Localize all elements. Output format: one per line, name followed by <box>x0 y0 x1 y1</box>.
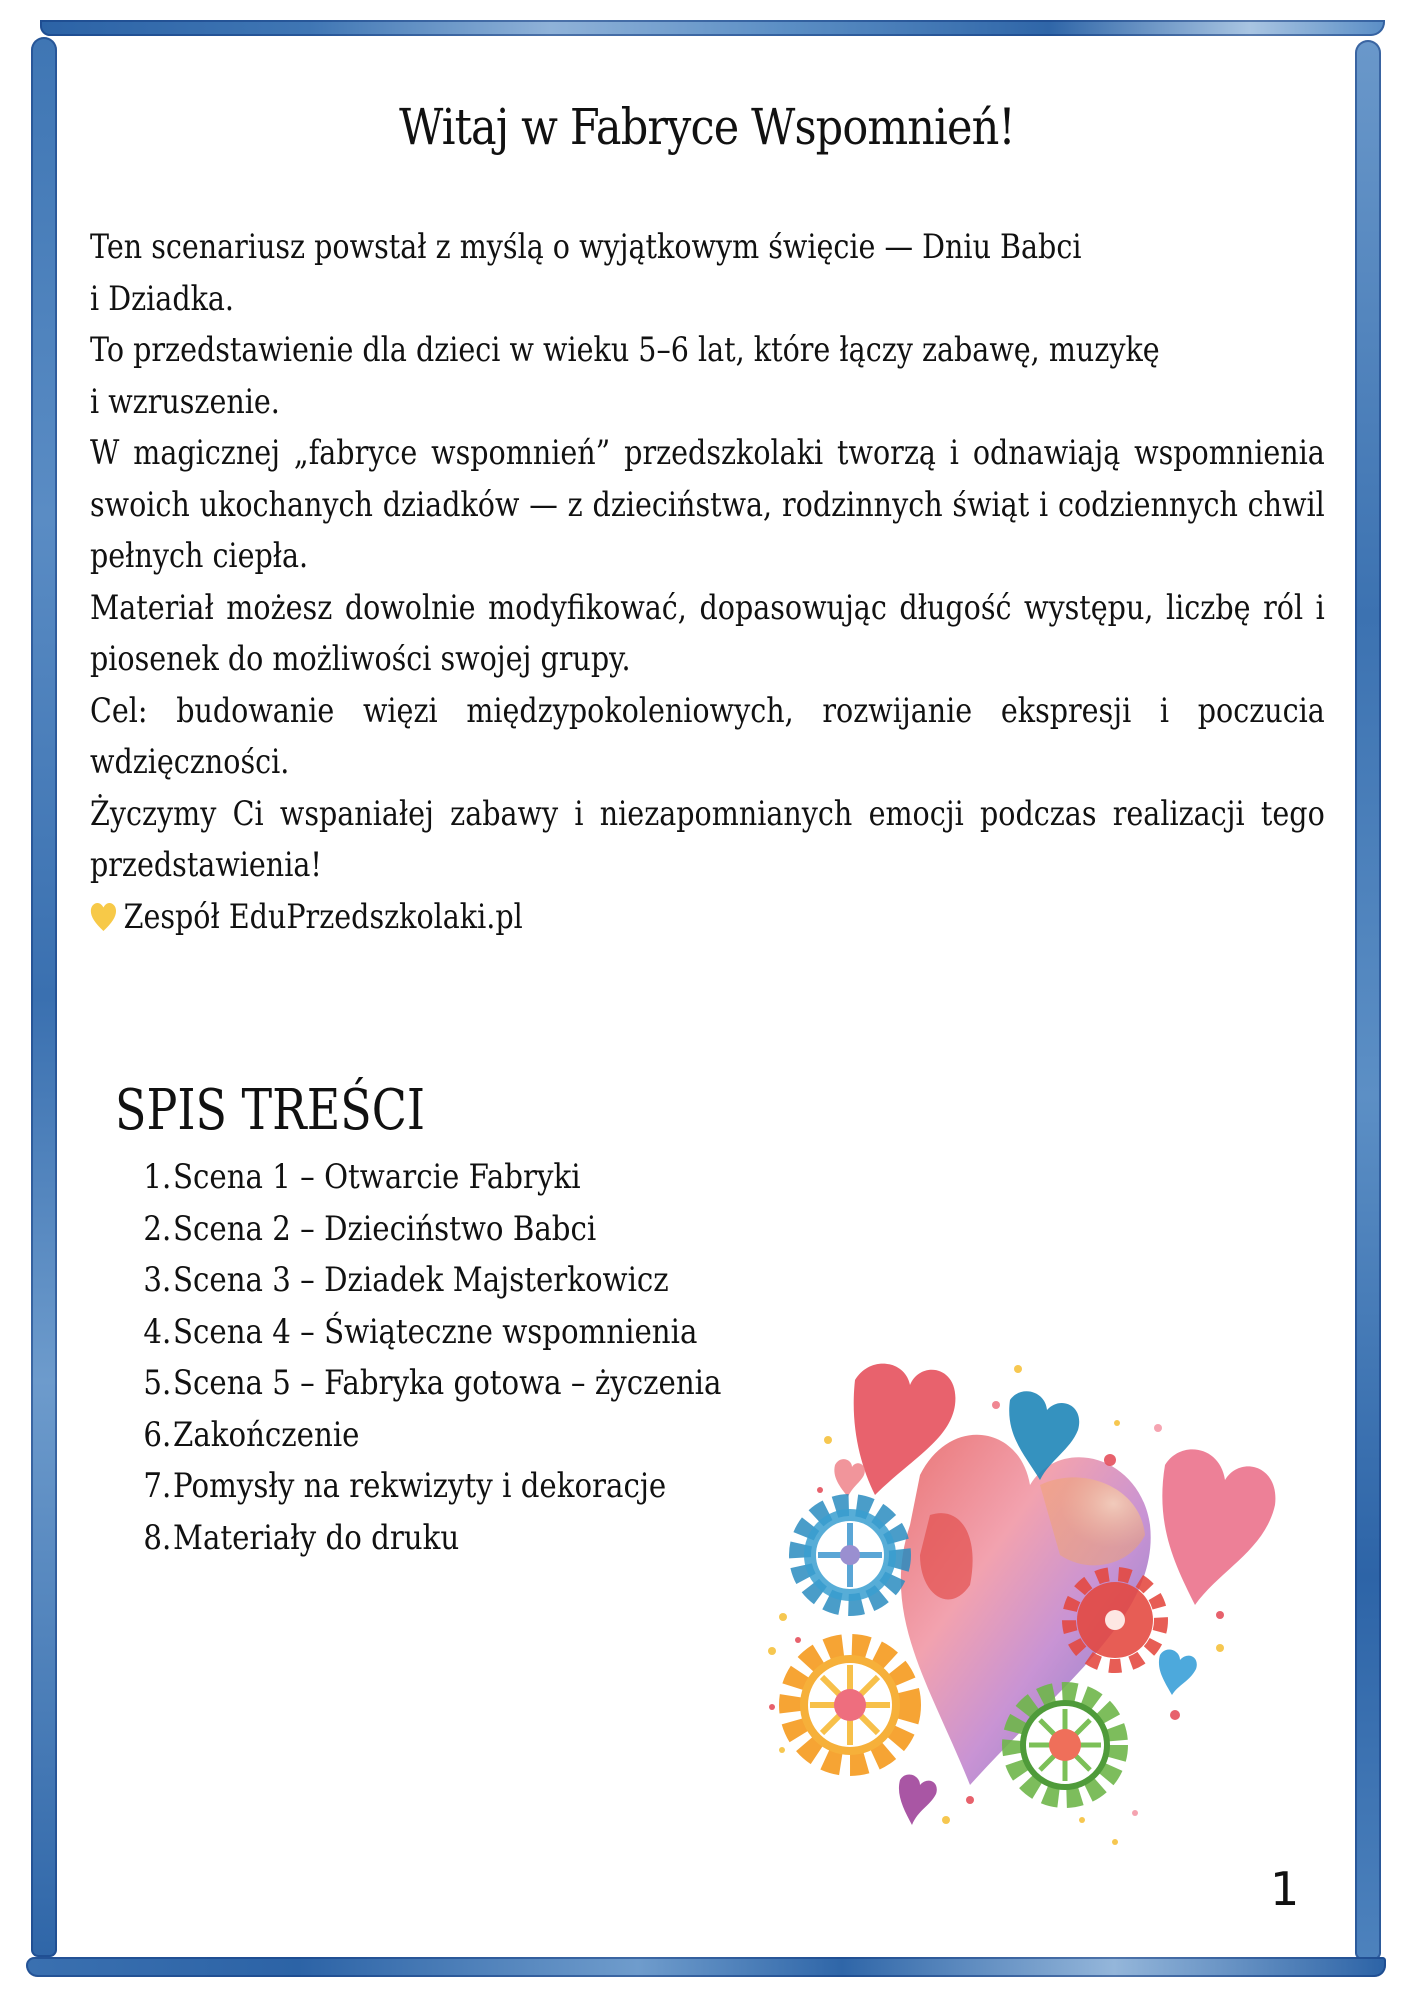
frame-top-border <box>40 20 1385 36</box>
toc-item[interactable]: 5.Scena 5 – Fabryka gotowa – życzenia <box>143 1363 722 1403</box>
blue-gear-icon <box>800 1505 900 1605</box>
green-gear-icon <box>1013 1693 1117 1797</box>
small-pink-heart-icon <box>834 1459 865 1497</box>
signature: Zespół EduPrzedszkolaki.pl <box>123 896 523 937</box>
intro-line: Ten scenariusz powstał z myślą o wyjątkowym święcie — Dniu Babci <box>90 227 1082 267</box>
frame-right-border <box>1355 40 1381 1960</box>
intro-paragraph: W magicznej „fabryce wspomnień” przedszkolaki tworzą i odnawiają wspomnienia swoich ukochanych dziadków — z dzieciństwa, rodzinnych świąt i codziennych chwil pełnych ciepła. <box>90 433 1325 576</box>
toc-item[interactable]: 3.Scena 3 – Dziadek Majsterkowicz <box>143 1260 669 1300</box>
signature-line <box>90 892 1325 944</box>
toc-item[interactable]: 4.Scena 4 – Świąteczne wspomnienia <box>143 1311 698 1352</box>
toc-item[interactable]: 8.Materiały do druku <box>143 1517 460 1558</box>
yellow-heart-icon <box>90 902 117 932</box>
toc-item[interactable]: 1.Scena 1 – Otwarcie Fabryki <box>143 1157 581 1197</box>
frame-bottom-border <box>26 1957 1386 1977</box>
toc-item[interactable]: 7.Pomysły na rekwizyty i dekoracje <box>143 1466 667 1506</box>
intro-line: i wzruszenie. <box>90 381 280 422</box>
hearts-and-gears-illustration <box>760 1355 1320 1855</box>
frame-left-border <box>31 37 57 1957</box>
orange-gear-icon <box>792 1647 908 1763</box>
toc-item[interactable]: 6.Zakończenie <box>143 1414 360 1455</box>
intro-paragraph: Materiał możesz dowolnie modyfikować, dopasowując długość występu, liczbę ról i piosenek do możliwości swojej grupy. <box>90 587 1325 679</box>
table-of-contents <box>130 1152 818 1564</box>
intro-section <box>90 222 1325 943</box>
page-number: 1 <box>1270 1862 1300 1916</box>
small-purple-heart-icon <box>899 1775 937 1825</box>
small-blue-heart-icon <box>1159 1650 1197 1695</box>
intro-line: To przedstawienie dla dzieci w wieku 5–6 lat, które łączy zabawę, muzykę <box>90 330 1160 370</box>
toc-title: SPIS TREŚCI <box>115 1078 426 1143</box>
pink-heart-icon <box>1162 1449 1275 1605</box>
toc-item[interactable]: 2.Scena 2 – Dzieciństwo Babci <box>143 1208 597 1249</box>
intro-paragraph: Życzymy Ci wspaniałej zabawy i niezapomnianych emocji podczas realizacji tego przedstawienia! <box>90 793 1325 885</box>
page-title: Witaj w Fabryce Wspomnień! <box>399 98 1015 156</box>
intro-line: i Dziadka. <box>90 278 235 319</box>
intro-paragraph: Cel: budowanie więzi międzypokoleniowych, rozwijanie ekspresji i poczucia wdzięczności. <box>90 690 1325 782</box>
